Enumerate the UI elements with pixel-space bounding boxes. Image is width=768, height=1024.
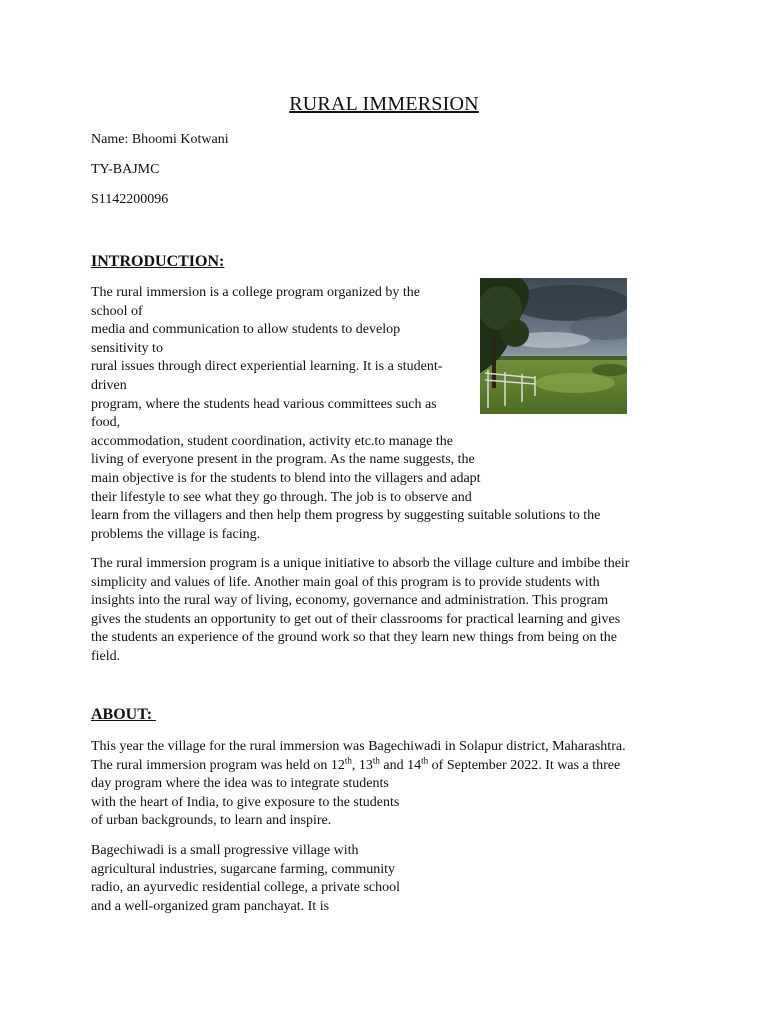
- text-line: agricultural industries, sugarcane farming, community: [91, 861, 396, 877]
- ordinal-suffix: th: [372, 754, 380, 765]
- text-line: food,: [91, 415, 121, 431]
- date-text: of September 2022. It was a three: [428, 757, 621, 773]
- text-line: insights into the rural way of living, economy, governance and administration. This program: [91, 593, 609, 609]
- text-line: Bagechiwadi is a small progressive village with: [91, 843, 359, 858]
- text-line: living of everyone present in the program. As the name suggests, the: [91, 452, 475, 468]
- text-line: This year the village for the rural immersion was Bagechiwadi in Solapur district, Maharashtra.: [91, 739, 626, 754]
- text-line-with-dates: [91, 754, 681, 776]
- text-line: day program where the idea was to integrate students: [91, 776, 389, 792]
- text-line: The rural immersion is a college program organized by the: [91, 285, 421, 300]
- text-line: with the heart of India, to give exposure to the students: [91, 794, 400, 810]
- text-line: The rural immersion program is a unique initiative to absorb the village culture and imbibe their: [91, 556, 630, 571]
- date-text: , 13: [351, 757, 373, 773]
- document-title: RURAL IMMERSION: [289, 93, 479, 115]
- text-line: sensitivity to: [91, 340, 163, 356]
- text-line: media and communication to allow students to develop: [91, 322, 401, 338]
- text-line: program, where the students head various committees such as: [91, 396, 437, 412]
- text-line: radio, an ayurvedic residential college, a private school: [91, 880, 401, 896]
- introduction-paragraph-2: [91, 555, 681, 667]
- text-line: rural issues through direct experiential learning. It is a student-: [91, 359, 443, 375]
- text-line: driven: [91, 377, 127, 393]
- about-paragraph-1: [91, 738, 681, 831]
- text-line: the students an experience of the ground work so that they learn new things from being on the: [91, 630, 618, 646]
- text-line: of urban backgrounds, to learn and inspire.: [91, 813, 332, 829]
- author-name: Name: Bhoomi Kotwani: [91, 132, 229, 147]
- text-line: and a well-organized gram panchayat. It is: [91, 898, 330, 914]
- about-paragraph-2: [91, 842, 681, 916]
- text-line: school of: [91, 303, 143, 319]
- text-line: gives the students an opportunity to get out of their classrooms for practical learning and gives: [91, 611, 621, 627]
- introduction-heading: INTRODUCTION:: [91, 253, 225, 270]
- text-line: problems the village is facing.: [91, 526, 261, 542]
- student-id: S1142200096: [91, 192, 169, 207]
- text-line: field.: [91, 648, 121, 664]
- class-label: TY-BAJMC: [91, 162, 160, 177]
- text-line: main objective is for the students to blend into the villagers and adapt: [91, 470, 481, 486]
- date-text: and 14: [379, 757, 422, 773]
- about-heading: ABOUT:: [91, 706, 157, 723]
- date-text: The rural immersion program was held on 12: [91, 757, 345, 773]
- village-field-photo: [480, 278, 627, 414]
- ordinal-suffix: th: [421, 754, 429, 765]
- text-line: simplicity and values of life. Another main goal of this program is to provide students with: [91, 574, 600, 590]
- text-line: their lifestyle to see what they go through. The job is to observe and: [91, 489, 472, 505]
- ordinal-suffix: th: [344, 754, 352, 765]
- text-line: learn from the villagers and then help them progress by suggesting suitable solutions to the: [91, 508, 601, 524]
- field-landscape-image: [480, 278, 627, 414]
- text-line: accommodation, student coordination, activity etc.to manage the: [91, 433, 453, 449]
